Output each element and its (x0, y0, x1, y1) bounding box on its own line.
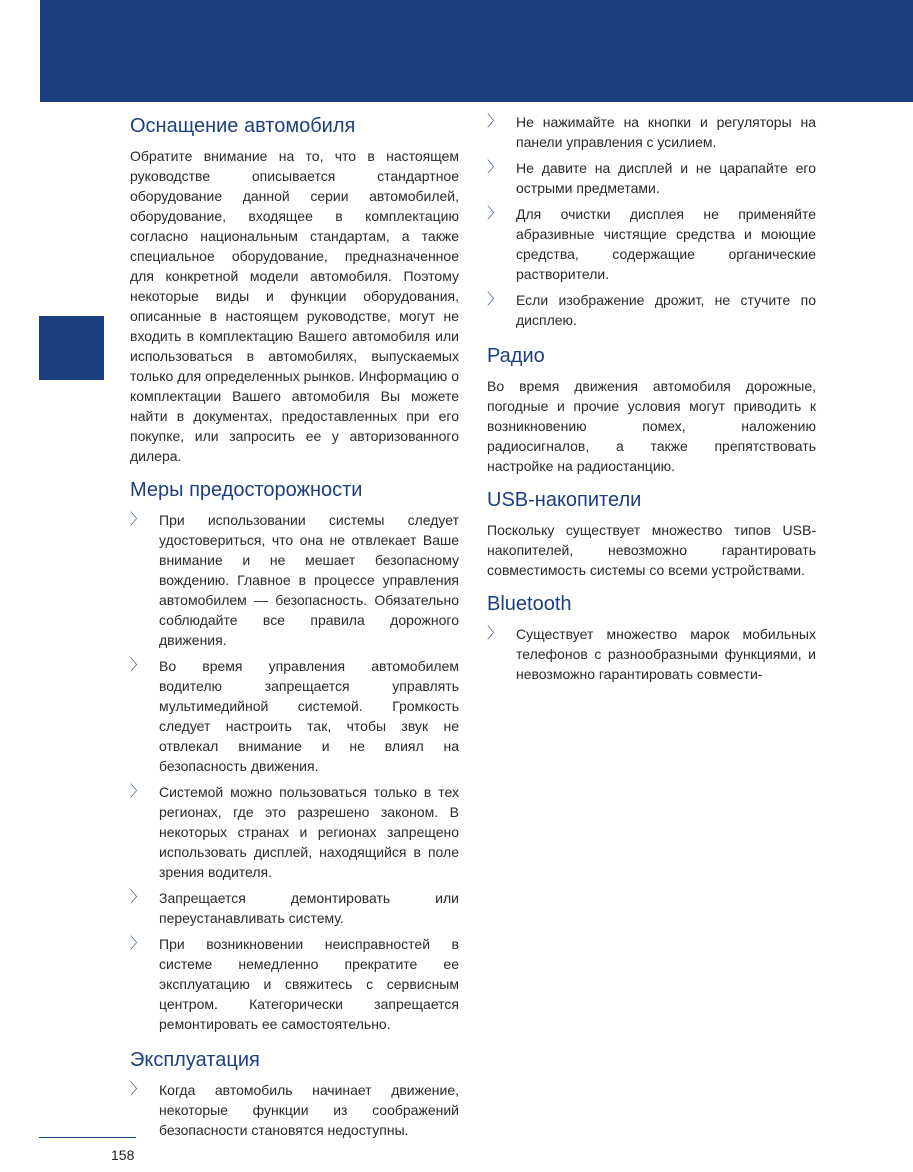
operation-title: Эксплуатация (130, 1049, 260, 1071)
list-item-text: Не давите на дисплей и не царапайте его острыми предметами. (516, 160, 816, 196)
chapter-tab-marker (39, 316, 104, 380)
precautions-title: Меры предосторожности (130, 479, 363, 501)
list-item-text: Не нажимайте на кнопки и регуляторы на панели управления с усилием. (516, 114, 816, 150)
radio-paragraph: Во время движения автомобиля дорожные, погодные и прочие условия могут приводить к возникновению помех, наложению радиосигналов, а также препятствовать настройке на радиостанцию. (487, 378, 816, 474)
chevron-right-icon: 〉 (487, 625, 503, 642)
list-item (130, 888, 459, 928)
footer-rule (39, 1137, 136, 1138)
equipment-paragraph: Обратите внимание на то, что в настоящем руководстве описывается стандартное оборудование данной серии автомобилей, оборудование, входящее в комплектацию согласно национальным стандартам, а также специальное оборудование, предназначенное для конкретной модели автомобиля. Поэтому некоторые виды и функции оборудования, описанные в настоящем руководстве, могут не входить в комплектацию Вашего автомобиля или использоваться в автомобилях, выпускаемых только для определенных рынков. Информацию о комплектации Вашего автомобиля Вы можете найти в документах, предоставленных при его покупке, или запросить ее у авторизованного дилера. (130, 148, 459, 464)
list-item-text: При возникновении неисправностей в системе немедленно прекратите ее эксплуатацию и свяжитесь с сервисным центром. Категорически запрещается ремонтировать ее самостоятельно. (159, 936, 459, 1032)
header-band (40, 0, 913, 102)
list-item (130, 1080, 459, 1140)
operation-list (130, 1080, 459, 1140)
list-item (130, 782, 459, 882)
left-column (130, 112, 459, 1152)
usb-title: USB-накопители (487, 489, 642, 511)
list-item-text: При использовании системы следует удостовериться, что она не отвлекает Ваше внимание и не мешает безопасному вождению. Главное в процессе управления автомобилем — безопасность. Обязательно соблюдайте все правила дорожного движения. (159, 512, 459, 648)
chevron-right-icon: 〉 (487, 159, 503, 176)
chevron-right-icon: 〉 (130, 1081, 146, 1098)
list-item-text: Существует множество марок мобильных телефонов с разнообразными функциями, и невозможно гарантировать совмести- (516, 626, 816, 682)
precautions-list (130, 510, 459, 1034)
bluetooth-list (487, 624, 816, 684)
list-item-text: Запрещается демонтировать или переустанавливать систему. (159, 890, 459, 926)
display-care-list (487, 112, 816, 330)
chevron-right-icon: 〉 (130, 657, 146, 674)
list-item (487, 624, 816, 684)
chevron-right-icon: 〉 (487, 291, 503, 308)
list-item-text: Во время управления автомобилем водителю запрещается управлять мультимедийной системой. Громкость следует настроить так, чтобы звук не отвлекал внимание и не влиял на безопасность движения. (159, 658, 459, 774)
chevron-right-icon: 〉 (130, 935, 146, 952)
equipment-title: Оснащение автомобиля (130, 115, 356, 137)
bluetooth-title: Bluetooth (487, 593, 572, 615)
chevron-right-icon: 〉 (487, 205, 503, 222)
list-item-text: Если изображение дрожит, не стучите по дисплею. (516, 292, 816, 328)
list-item-text: Для очистки дисплея не применяйте абразивные чистящие средства и моющие средства, содержащие органические растворители. (516, 206, 816, 282)
page-number: 158 (111, 1147, 135, 1163)
list-item (487, 112, 816, 152)
list-item (130, 934, 459, 1034)
list-item-text: Когда автомобиль начинает движение, некоторые функции из соображений безопасности становятся недоступны. (159, 1082, 459, 1138)
list-item (487, 204, 816, 284)
list-item (130, 656, 459, 776)
radio-title: Радио (487, 345, 545, 367)
chevron-right-icon: 〉 (130, 889, 146, 906)
list-item-text: Системой можно пользоваться только в тех регионах, где это разрешено законом. В некоторых странах и регионах запрещено использовать дисплей, находящийся в поле зрения водителя. (159, 784, 459, 880)
list-item (487, 290, 816, 330)
right-column (487, 112, 816, 696)
chevron-right-icon: 〉 (130, 783, 146, 800)
list-item (130, 510, 459, 650)
chevron-right-icon: 〉 (487, 113, 503, 130)
usb-paragraph: Поскольку существует множество типов USB-накопителей, невозможно гарантировать совместимость системы со всеми устройствами. (487, 522, 816, 578)
list-item (487, 158, 816, 198)
chevron-right-icon: 〉 (130, 511, 146, 528)
